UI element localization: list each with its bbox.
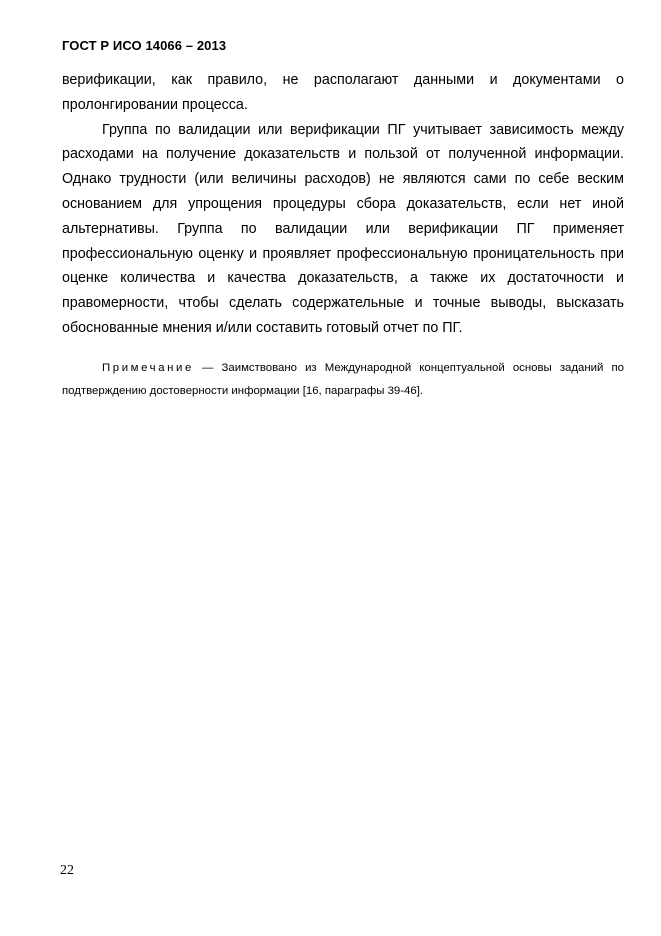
note-block bbox=[62, 357, 624, 402]
document-body bbox=[62, 68, 624, 341]
paragraph-main: Группа по валидации или верификации ПГ учитывает зависимость между расходами на получение доказательств и пользой от полученной информации. Однако трудности (или величины расходов) не являются сами по себе веским основанием для упрощения процедуры сбора доказательств, если нет иной альтернативы. Группа по валидации или верификации ПГ применяет профессиональную оценку и проявляет профессиональную проницательность при оценке количества и качества доказательств, а также их достаточности и правомерности, чтобы сделать содержательные и точные выводы, высказать обоснованные мнения и/или составить готовый отчет по ПГ. bbox=[62, 121, 624, 336]
note-dash: — bbox=[193, 362, 222, 374]
paragraph-continuation: верификации, как правило, не располагают данными и документами о пролонгировании процесса. bbox=[62, 72, 624, 113]
page-number: 22 bbox=[60, 863, 74, 878]
document-header: ГОСТ Р ИСО 14066 – 2013 bbox=[62, 38, 227, 53]
note-text: Заимствовано из Международной концептуальной основы заданий по подтверждению достоверности информации [16, параграфы 39-46]. bbox=[62, 362, 624, 397]
note-label: Примечание bbox=[102, 362, 194, 374]
